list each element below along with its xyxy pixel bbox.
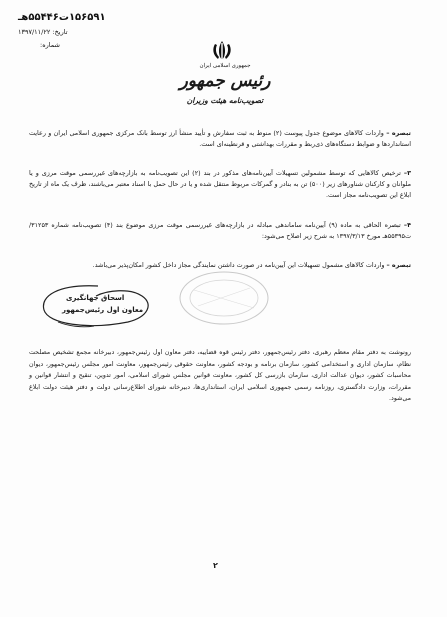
paragraph-note-2-label: تبصره – [386,261,411,269]
letter-date-value: ۱۳۹۷/۱۱/۲۲ [18,28,51,36]
official-stamp-icon [176,268,272,328]
paragraph-clause-4-label: ۴– [403,221,411,229]
paragraph-note-2-text: واردات کالاهای مشمول تسهیلات این آیین‌نامه در صورت داشتن نمایندگی مجاز داخل کشور امکان‌پذیر می‌باشد. [92,261,385,269]
page-number: ۲ [213,561,218,570]
letter-number [18,13,106,22]
letter-attachment-label: شماره [42,41,60,49]
header-title: رئیس جمهور [179,71,271,91]
paragraph-note-1-label: تبصره – [386,129,411,137]
paragraph-clause-3-text: ترخیص کالاهایی که توسط مشمولین تسهیلات آیین‌نامه‌های مذکور در بند (۲) این تصویب‌نامه به بازارچه‌های غیررسمی موقت مرزی و یا ملوانان و کارکنان شناورهای زیر (۵۰۰) تن به بنادر و گمرکات مربوط منتقل شده و یا در حال حمل با اسناد معتبر می‌باشند، ظرف یک ماه از تاریخ ابلاغ این تصویب‌نامه مجاز است. [29,169,412,199]
paragraph-clause-4 [29,220,411,242]
header-subtitle: جمهوری اسلامی ایران [199,63,251,69]
letter-attachment: شماره: [40,41,60,49]
paragraph-note-1 [29,128,411,150]
iran-emblem-icon [209,40,235,62]
letter-number-value: ۱۵۶۵۹۱ [68,12,106,23]
paragraph-clause-3 [29,168,411,201]
signatory-title: معاون اول رئیس‌جمهور [62,306,144,314]
paragraph-note-1-text: واردات کالاهای موضوع جدول پیوست (۲) منوط به ثبت سفارش و تأیید منشأ ارز توسط بانک مرکزی جمهوری اسلامی ایران و رعایت استانداردها و ضوابط دستگاه‌های ذی‌ربط و مقررات بهداشتی و قرنطینه‌ای است. [29,129,411,148]
letter-number-prefix: ت۵۵۴۴۶هـ [18,12,69,23]
paragraph-clause-3-label: ۳– [403,169,411,177]
letter-date: تاریخ: ۱۳۹۷/۱۱/۲۲ [18,28,68,36]
letter-date-label: تاریخ [54,28,68,36]
signatory-name: اسحاق جهانگیری [66,294,125,302]
paragraph-clause-4-text: تبصره الحاقی به ماده (۹) آیین‌نامه ساماندهی مبادله در بازارچه‌های غیررسمی موقت مرزی موضوع بند (۴) تصویب‌نامه شماره ۳۱۲۵۳/ت۵۵۳۹۵هـ مورخ ۱۳۹۷/۳/۱۳ به شرح زیر اصلاح می‌شود: [29,221,411,240]
header-subtitle-decree: تصویب‌نامه هیئت وزیران [186,96,264,105]
distribution-list: رونوشت به دفتر مقام معظم رهبری، دفتر رئیس‌جمهور، دفتر رئیس قوه قضاییه، دفتر معاون اول رئیس‌جمهور، دبیرخانه مجمع تشخیص مصلحت نظام، سازمان اداری و استخدامی کشور، سازمان برنامه و بودجه کشور، معاونت حقوقی رئیس‌جمهور، معاونت امور مجلس رئیس‌جمهور، دیوان محاسبات کشور، دیوان عدالت اداری، سازمان بازرسی کل کشور، معاونت قوانین مجلس شورای اسلامی، امور تدوین، تنقیح و انتشار قوانین و مقررات، وزارت دادگستری، روزنامه رسمی جمهوری اسلامی ایران، استانداری‌ها، دبیرخانه شورای اطلاع‌رسانی دولت و دفتر هیئت دولت ابلاغ می‌شود. [29,349,411,402]
